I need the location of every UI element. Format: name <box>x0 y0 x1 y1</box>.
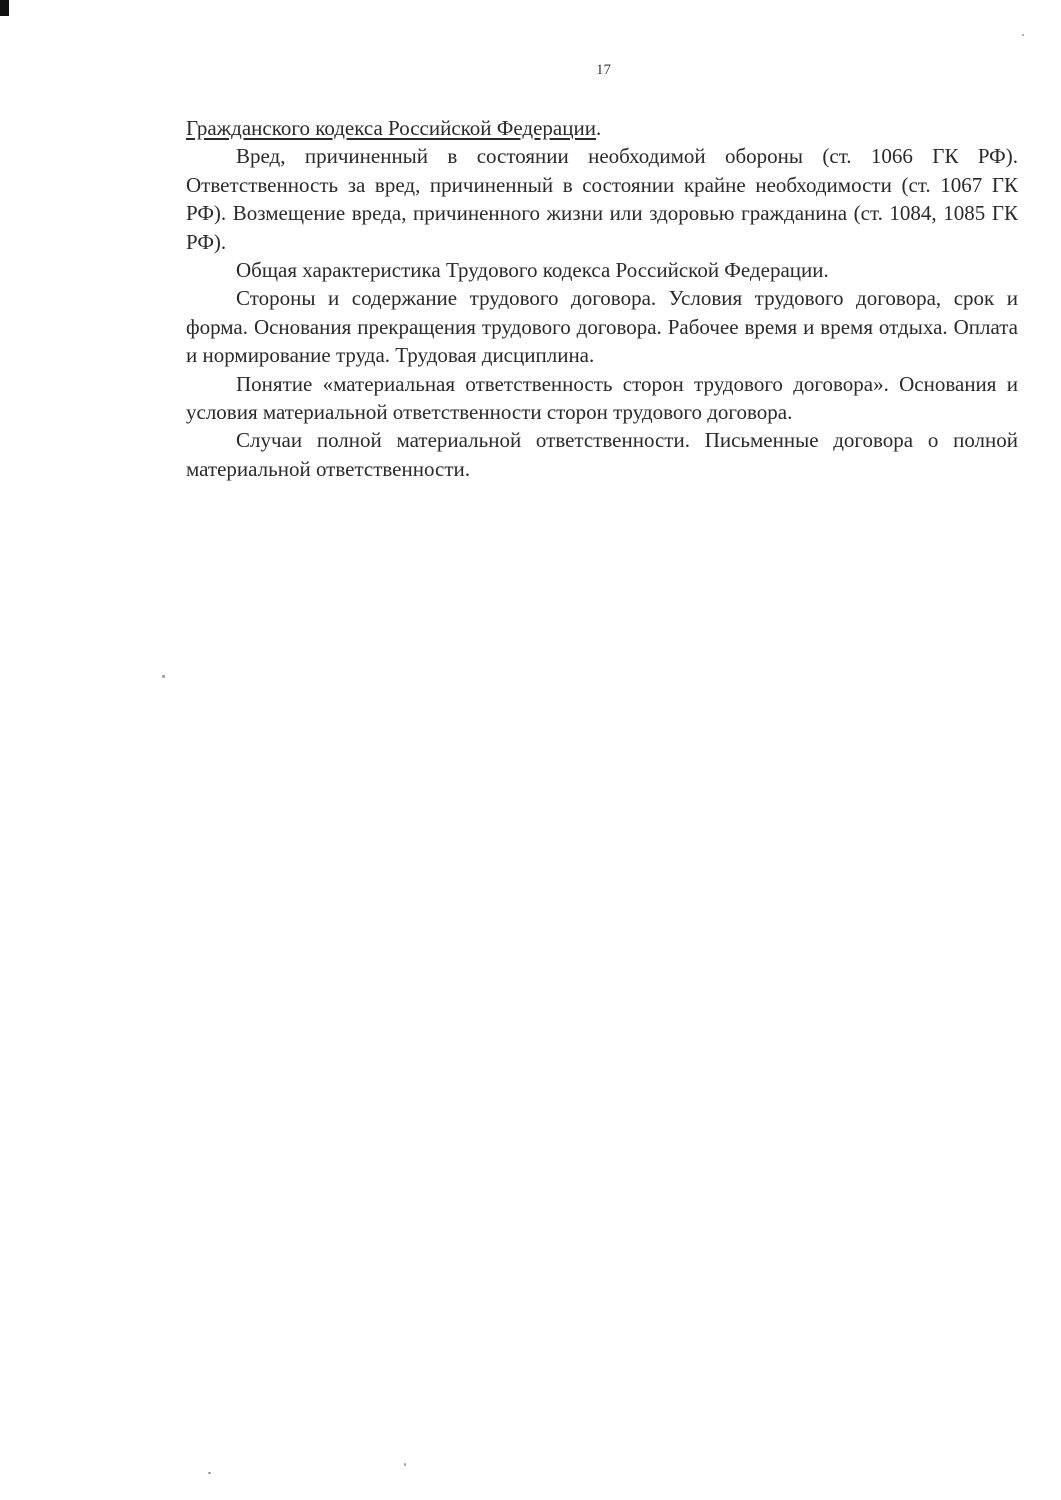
underlined-code-title: Гражданского кодекса Российской Федерации <box>186 116 596 140</box>
scan-speck <box>162 675 165 678</box>
scan-edge-mark <box>0 0 9 16</box>
paragraph-labor-code-overview: Общая характеристика Трудового кодекса Российской Федерации. <box>236 258 829 283</box>
scan-speck <box>404 1463 406 1466</box>
paragraph-harm-liability: Вред, причиненный в состоянии необходимой обороны (ст. 1066 ГК РФ). Ответственность за вред, причиненный в состоянии крайне необходимости (ст. 1067 ГК РФ). Возмещение вреда, причиненного жизни или здоровью гражданина (ст. 1084, 1085 ГК РФ). <box>186 144 1018 254</box>
scan-speck <box>1022 34 1024 36</box>
document-body <box>186 114 1018 483</box>
paragraph-material-liability-concept: Понятие «материальная ответственность сторон трудового договора». Основания и условия материальной ответственности сторон трудового договора. <box>186 371 1018 425</box>
scan-speck <box>208 1472 211 1474</box>
paragraph-tail: . <box>595 116 602 140</box>
paragraph-civil-code-continuation <box>186 114 1018 142</box>
page-number: 17 <box>596 62 611 78</box>
paragraph-full-material-liability: Случаи полной материальной ответственности. Письменные договора о полной материальной ответственности. <box>186 428 1018 481</box>
paragraph-labor-contract: Стороны и содержание трудового договора. Условия трудового договора, срок и форма. Основания прекращения трудового договора. Рабочее время и время отдыха. Оплата и нормирование труда. Трудовая дисциплина. <box>186 286 1018 368</box>
